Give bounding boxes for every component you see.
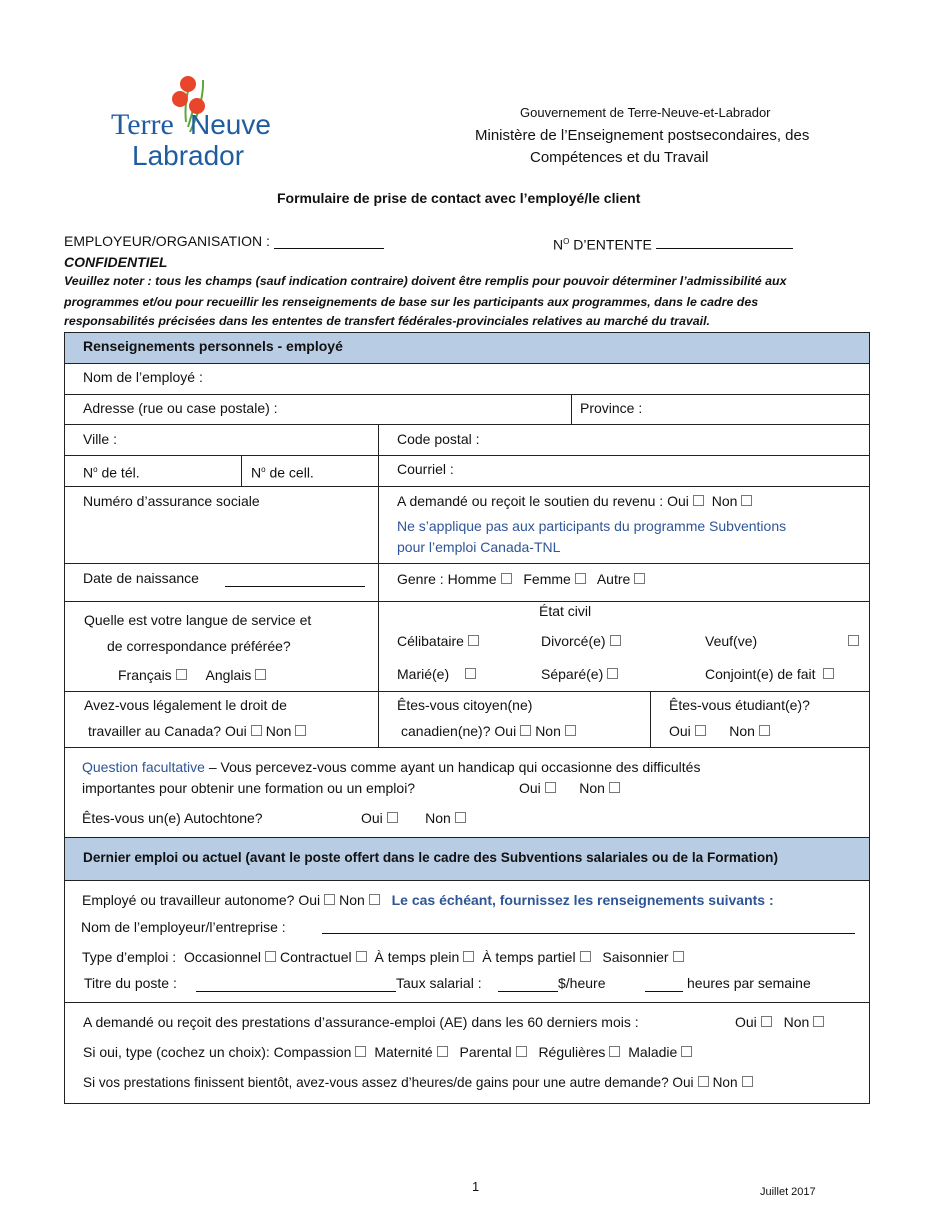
agreement-label: $N^O$ D’ENTENTE	[553, 236, 652, 253]
employer-name-label: Nom de l’employeur/l’entreprise :	[81, 919, 286, 935]
enough-no-checkbox[interactable]	[742, 1076, 753, 1087]
note-line-2: programmes et/ou pour recueillir les renseignements de base sur les participants aux programmes, dans le cadre des	[64, 295, 759, 309]
part-time-checkbox[interactable]	[580, 951, 591, 962]
section-employment-header: Dernier emploi ou actuel (avant le poste offert dans le cadre des Subventions salariales ou de la Formation)	[83, 850, 778, 865]
confidential-label: CONFIDENTIEL	[64, 254, 168, 270]
wage-field[interactable]	[498, 991, 558, 992]
cell-field[interactable]: $N^o$ de cell.	[251, 464, 314, 481]
divorced-checkbox[interactable]	[610, 635, 621, 646]
maternity-checkbox[interactable]	[437, 1046, 448, 1057]
marital-status-label: État civil	[539, 603, 592, 619]
french-checkbox[interactable]	[176, 669, 187, 680]
job-title-label: Titre du poste :	[84, 975, 177, 991]
employed-question: Employé ou travailleur autonome? Oui Non Le cas échéant, fournissez les renseignements suivants :	[82, 892, 774, 908]
divorced-option: Divorcé(e)	[541, 633, 625, 650]
employed-no-checkbox[interactable]	[369, 894, 380, 905]
widowed-checkbox[interactable]	[844, 633, 863, 650]
widowed-label: Veuf(ve)	[705, 633, 758, 649]
aboriginal-question: Êtes-vous un(e) Autochtone?	[82, 810, 263, 826]
work-legal-no-checkbox[interactable]	[295, 725, 306, 736]
income-yes-checkbox[interactable]	[693, 495, 704, 506]
svg-text:Neuve: Neuve	[190, 109, 271, 140]
common-law-checkbox[interactable]	[823, 668, 834, 679]
dob-label: Date de naissance	[83, 570, 199, 586]
enough-hours-question: Si vos prestations finissent bientôt, avez-vous assez d’heures/de gains pour une autre demande? Oui Non	[83, 1074, 757, 1091]
single-checkbox[interactable]	[468, 635, 479, 646]
hours-label: heures par semaine	[687, 975, 811, 991]
address-field[interactable]: Adresse (rue ou case postale) :	[83, 400, 278, 416]
gender-female-checkbox[interactable]	[575, 573, 586, 584]
page-number: 1	[472, 1179, 480, 1194]
revision-date: Juillet 2017	[760, 1186, 816, 1198]
email-field[interactable]: Courriel :	[397, 461, 454, 477]
phone-field[interactable]: $N^o$ de tél.	[83, 464, 140, 481]
married-checkbox[interactable]	[465, 668, 476, 679]
student-no-checkbox[interactable]	[759, 725, 770, 736]
ei-question: A demandé ou reçoit des prestations d’assurance-emploi (AE) dans les 60 derniers mois :	[83, 1014, 639, 1030]
citizen-no-checkbox[interactable]	[565, 725, 576, 736]
work-legal-question-2: travailler au Canada? Oui Non	[88, 723, 310, 740]
work-legal-question-1: Avez-vous légalement le droit de	[84, 697, 287, 713]
ei-options: Oui Non	[735, 1014, 828, 1031]
seasonal-checkbox[interactable]	[673, 951, 684, 962]
svg-text:Labrador: Labrador	[132, 140, 245, 171]
income-note-2: pour l’emploi Canada-TNL	[397, 539, 561, 555]
employed-yes-checkbox[interactable]	[324, 894, 335, 905]
full-time-checkbox[interactable]	[463, 951, 474, 962]
student-yes-checkbox[interactable]	[695, 725, 706, 736]
income-support-question: A demandé ou reçoit le soutien du revenu : Oui Non	[397, 493, 756, 510]
contract-checkbox[interactable]	[356, 951, 367, 962]
regular-checkbox[interactable]	[609, 1046, 620, 1057]
aboriginal-yes-checkbox[interactable]	[387, 812, 398, 823]
income-note-1: Ne s’applique pas aux participants du programme Subventions	[397, 518, 787, 534]
per-hour-label: $/heure	[558, 975, 606, 991]
citizen-yes-checkbox[interactable]	[520, 725, 531, 736]
employer-name-field[interactable]	[322, 933, 855, 934]
ei-no-checkbox[interactable]	[813, 1016, 824, 1027]
note-line-3: responsabilités précisées dans les ententes de transfert fédérales-provinciales relatives au marché du travail.	[64, 314, 710, 328]
sin-field[interactable]: Numéro d’assurance sociale	[83, 493, 260, 509]
ministry-line-1: Ministère de l’Enseignement postsecondaires, des	[475, 127, 810, 144]
disability-options: Oui Non	[519, 780, 624, 797]
enough-yes-checkbox[interactable]	[698, 1076, 709, 1087]
disability-question-2: importantes pour obtenir une formation ou un emploi?	[82, 780, 416, 796]
disability-yes-checkbox[interactable]	[545, 782, 556, 793]
employer-label: EMPLOYEUR/ORGANISATION :	[64, 233, 270, 249]
disability-question-1: Question facultative – Vous percevez-vous comme ayant un handicap qui occasionne des difficultés	[82, 759, 701, 775]
city-field[interactable]: Ville :	[83, 431, 117, 447]
language-question-2: de correspondance préférée?	[107, 638, 291, 654]
english-checkbox[interactable]	[255, 669, 266, 680]
citizen-question-1: Êtes-vous citoyen(ne)	[397, 697, 533, 713]
gender-question: Genre : Homme Femme Autre	[397, 571, 649, 588]
province-field[interactable]: Province :	[580, 400, 643, 416]
employee-name-field[interactable]: Nom de l’employé :	[83, 369, 203, 385]
separated-checkbox[interactable]	[607, 668, 618, 679]
dob-field[interactable]	[225, 586, 365, 587]
work-legal-yes-checkbox[interactable]	[251, 725, 262, 736]
occasional-checkbox[interactable]	[265, 951, 276, 962]
common-law-option: Conjoint(e) de fait	[705, 666, 838, 683]
student-options: Oui Non	[669, 723, 774, 740]
form-title: Formulaire de prise de contact avec l’employé/le client	[277, 190, 641, 206]
terre-neuve-labrador-logo	[108, 72, 278, 172]
ei-yes-checkbox[interactable]	[761, 1016, 772, 1027]
disability-no-checkbox[interactable]	[609, 782, 620, 793]
student-question: Êtes-vous étudiant(e)?	[669, 697, 810, 713]
gender-male-checkbox[interactable]	[501, 573, 512, 584]
language-options: Français Anglais	[118, 667, 270, 684]
sickness-checkbox[interactable]	[681, 1046, 692, 1057]
compassion-checkbox[interactable]	[355, 1046, 366, 1057]
aboriginal-options: Oui Non	[361, 810, 470, 827]
postal-code-field[interactable]: Code postal :	[397, 431, 480, 447]
income-no-checkbox[interactable]	[741, 495, 752, 506]
ministry-line-2: Compétences et du Travail	[530, 149, 709, 166]
separated-option: Séparé(e)	[541, 666, 622, 683]
employer-field[interactable]	[274, 248, 384, 249]
aboriginal-no-checkbox[interactable]	[455, 812, 466, 823]
section-personal-header: Renseignements personnels - employé	[83, 338, 343, 354]
single-option: Célibataire	[397, 633, 483, 650]
job-type-options: Type d’emploi : Occasionnel Contractuel À temps plein À temps partiel Saisonnier	[82, 949, 688, 966]
note-line-1: Veuillez noter : tous les champs (sauf indication contraire) doivent être remplis pour pouvoir déterminer l’admissibilité aux	[64, 274, 787, 288]
svg-text:Terre: Terre	[111, 108, 174, 141]
married-option: Marié(e)	[397, 666, 480, 683]
government-name: Gouvernement de Terre-Neuve-et-Labrador	[520, 105, 771, 120]
job-title-field[interactable]	[196, 991, 396, 992]
gender-other-checkbox[interactable]	[634, 573, 645, 584]
hours-field[interactable]	[645, 991, 683, 992]
wage-label: Taux salarial :	[396, 975, 482, 991]
agreement-field[interactable]	[656, 248, 793, 249]
language-question-1: Quelle est votre langue de service et	[84, 612, 312, 628]
citizen-question-2: canadien(ne)? Oui Non	[401, 723, 580, 740]
ei-type-options: Si oui, type (cochez un choix): Compassion Maternité Parental Régulières Maladie	[83, 1044, 696, 1061]
parental-checkbox[interactable]	[516, 1046, 527, 1057]
